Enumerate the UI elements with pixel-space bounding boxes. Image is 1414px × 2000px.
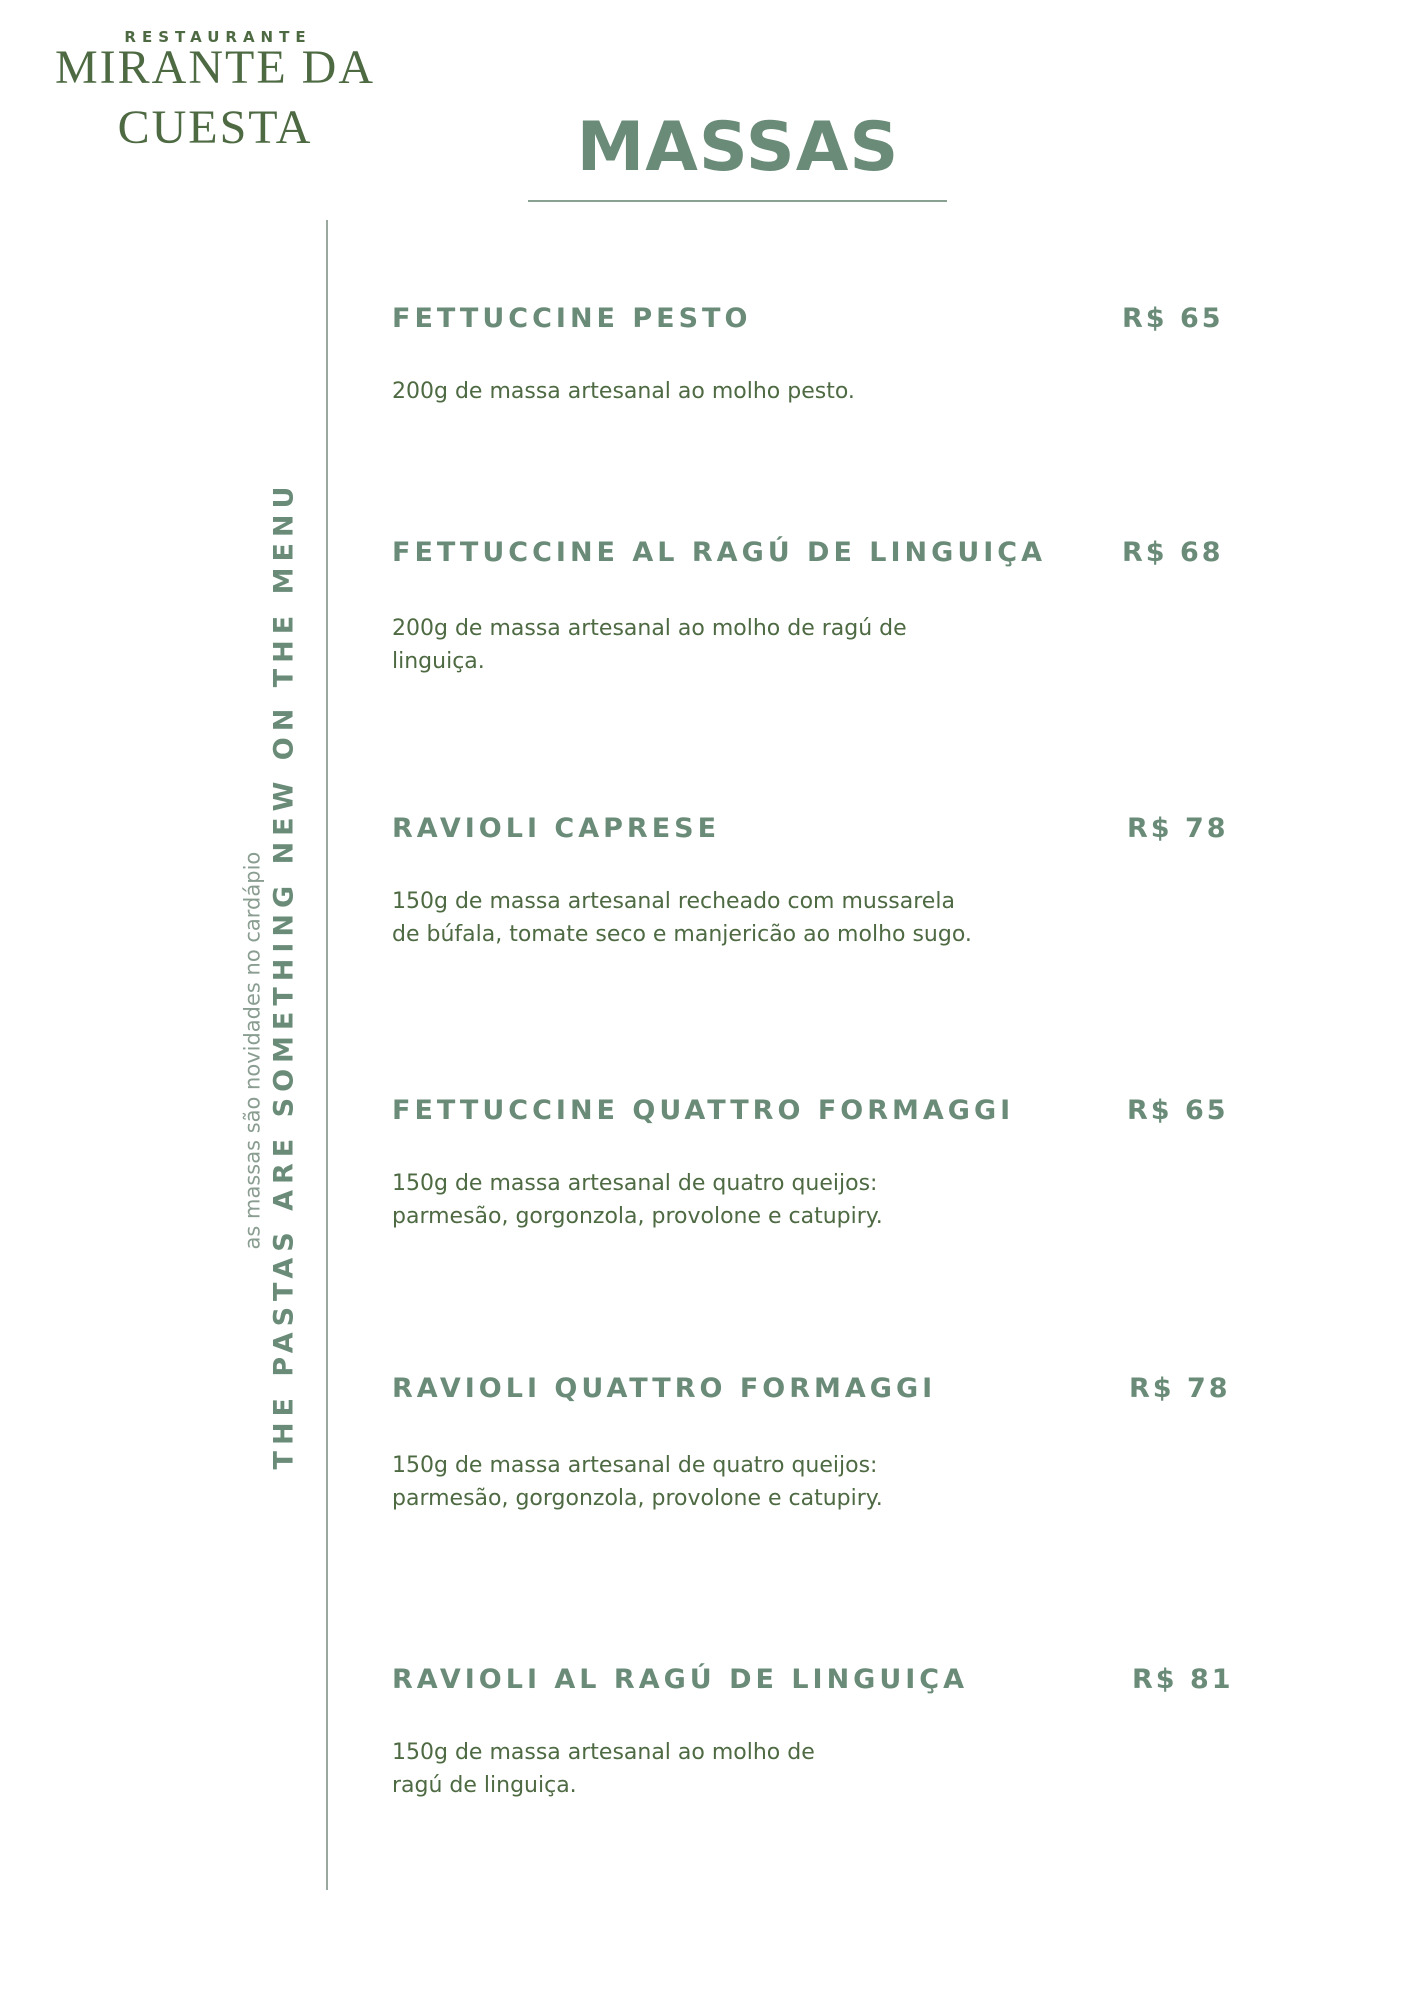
item-description: 150g de massa artesanal de quatro queijos: parmesão, gorgonzola, provolone e catupiry. — [392, 1453, 883, 1511]
restaurant-logo — [0, 28, 430, 158]
item-price: R$ 65 — [1127, 1095, 1229, 1126]
side-tagline-portuguese: as massas são novidades no cardápio — [240, 851, 265, 1250]
item-description: 150g de massa artesanal de quatro queijos: parmesão, gorgonzola, provolone e catupiry. — [392, 1171, 883, 1229]
logo-subtitle: RESTAURANTE — [124, 28, 312, 46]
logo-name: MIRANTE DA CUESTA — [55, 41, 375, 154]
side-tagline-english: THE PASTAS ARE SOMETHING NEW ON THE MENU — [268, 480, 300, 1470]
item-description: 150g de massa artesanal ao molho de ragú de linguiça. — [392, 1740, 815, 1798]
item-price: R$ 81 — [1132, 1664, 1234, 1695]
page-title: MASSAS — [576, 108, 900, 187]
item-name: RAVIOLI CAPRESE — [392, 813, 721, 844]
item-price: R$ 68 — [1122, 537, 1224, 568]
item-description: 200g de massa artesanal ao molho de ragú de linguiça. — [392, 616, 907, 674]
item-name: FETTUCCINE AL RAGÚ DE LINGUIÇA — [392, 537, 1047, 568]
item-price: R$ 78 — [1129, 1373, 1231, 1404]
item-price: R$ 65 — [1122, 303, 1224, 334]
item-price: R$ 78 — [1127, 813, 1229, 844]
item-name: FETTUCCINE QUATTRO FORMAGGI — [392, 1095, 1015, 1126]
item-description: 150g de massa artesanal recheado com mussarela de búfala, tomate seco e manjericão ao molho sugo. — [392, 889, 972, 947]
item-name: RAVIOLI AL RAGÚ DE LINGUIÇA — [392, 1664, 969, 1695]
item-name: RAVIOLI QUATTRO FORMAGGI — [392, 1373, 937, 1404]
menu-items — [392, 0, 1252, 2000]
item-name: FETTUCCINE PESTO — [392, 303, 752, 334]
item-description: 200g de massa artesanal ao molho pesto. — [392, 379, 855, 404]
vertical-divider — [326, 220, 328, 1890]
